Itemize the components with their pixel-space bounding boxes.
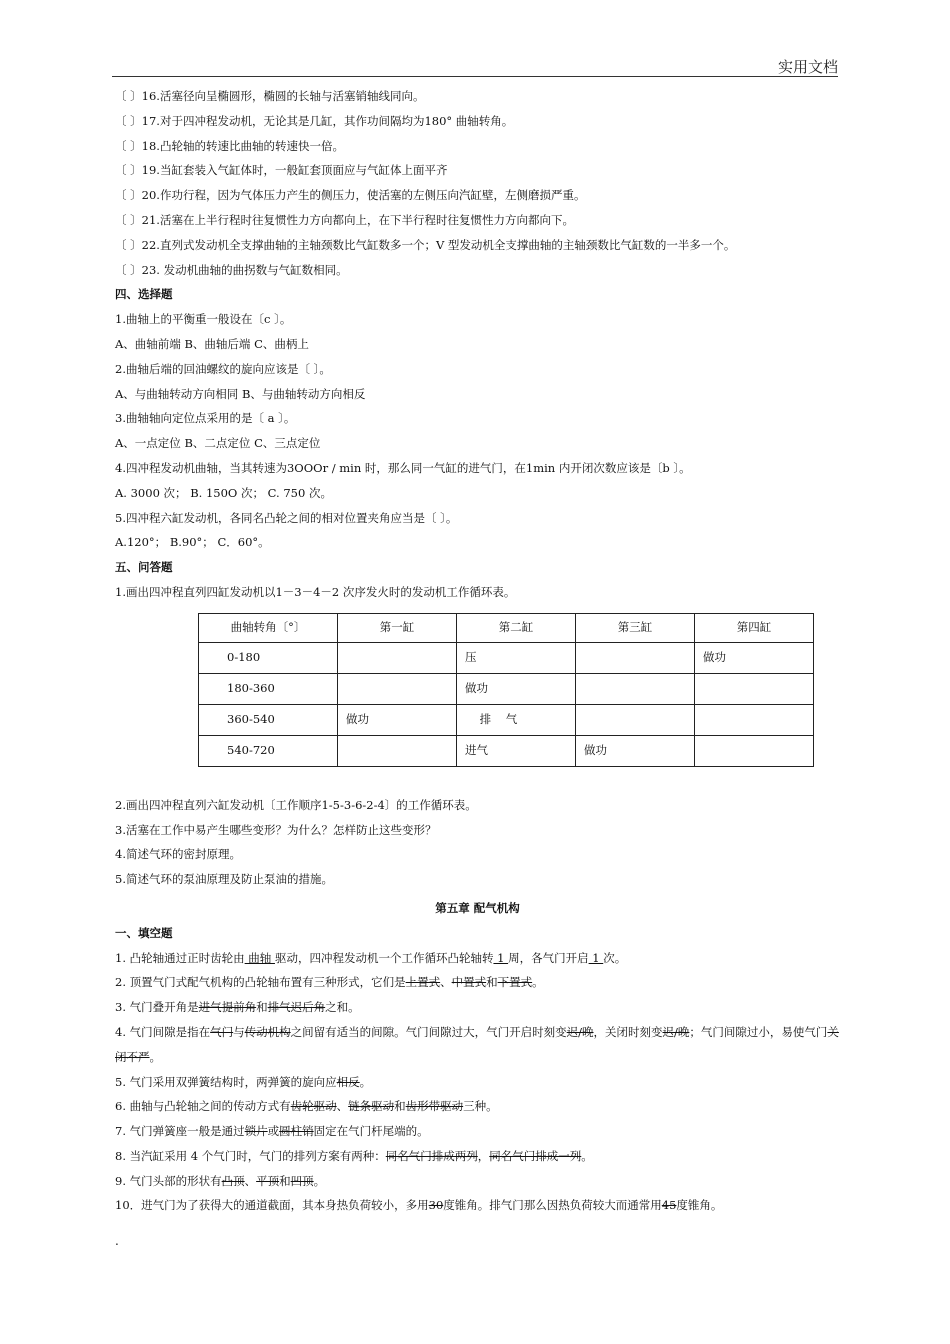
- answer-text: 齿形带驱动: [405, 1099, 464, 1114]
- question-text: 周，各气门开启: [508, 950, 589, 965]
- answer-text: 同名气门排成两列: [385, 1148, 478, 1163]
- answer-text: 传动机构: [244, 1024, 291, 1039]
- answer-text: 45: [661, 1198, 677, 1213]
- judgement-item: 〔 〕21.活塞在上半行程时往复惯性力方向都向上，在下半行程时往复惯性力方向都向下。: [115, 212, 574, 227]
- answer-text: 气门: [210, 1024, 234, 1039]
- table-cell: [695, 735, 814, 766]
- answer-text: 迟/晚: [662, 1024, 690, 1039]
- answer-text: 关闭不严: [115, 1024, 839, 1064]
- judgement-item: 〔 〕16.活塞径向呈椭圆形，椭圆的长轴与活塞销轴线同向。: [115, 89, 425, 103]
- choice-line: 1.曲轴上的平衡重一般设在〔c 〕。: [115, 312, 292, 327]
- table-cell: 排 气: [457, 704, 576, 735]
- question-text: 度锥角。: [676, 1198, 723, 1213]
- essay-question: 2.画出四冲程直列六缸发动机〔工作顺序1-5-3-6-2-4〕的工作循环表。: [115, 797, 477, 812]
- table-cell: [576, 642, 695, 673]
- question-text: 和: [279, 1173, 291, 1188]
- answer-text: 凸顶: [221, 1173, 245, 1188]
- table-cell: 做功: [576, 735, 695, 766]
- fill-blank-item: [115, 946, 840, 971]
- question-text: 、: [244, 1173, 257, 1188]
- fill-blank-item: [115, 995, 840, 1020]
- column-header: 曲轴转角〔°〕: [199, 613, 338, 642]
- answer-text: 1: [493, 950, 509, 965]
- choice-line: 2.曲轴后端的回油螺纹的旋向应该是〔 〕。: [115, 361, 331, 376]
- question-text: 或: [267, 1124, 280, 1139]
- answer-text: 下置式: [497, 975, 533, 990]
- question-text: 。: [581, 1148, 593, 1163]
- essay-question: 3.活塞在工作中易产生哪些变形？为什么？怎样防止这些变形？: [115, 822, 437, 837]
- fill-blank-item: [115, 1193, 840, 1218]
- fill-blank-list: [115, 946, 840, 1219]
- answer-text: 链条驱动: [348, 1099, 395, 1114]
- question-text: 和: [256, 1000, 268, 1015]
- judgement-item: 〔 〕22.直列式发动机全支撑曲轴的主轴颈数比气缸数多一个；V 型发动机全支撑曲轴的主轴颈数比气缸数的一半多一个。: [115, 237, 736, 252]
- answer-text: 圆柱销: [279, 1124, 314, 1139]
- judgement-item: 〔 〕19.当缸套装入气缸体时，一般缸套顶面应与气缸体上面平齐: [115, 163, 448, 178]
- document-body: [115, 84, 840, 1218]
- question-text: 、: [440, 975, 452, 990]
- fill-blank-item: [115, 1119, 840, 1144]
- question-text: 3. 气门叠开角是: [115, 1000, 199, 1015]
- column-header: 第一缸: [338, 613, 457, 642]
- essay-questions: [115, 793, 840, 892]
- question-text: 6. 曲轴与凸轮轴之间的传动方式有: [115, 1099, 291, 1114]
- judgement-item: 〔 〕18.凸轮轴的转速比曲轴的转速快一倍。: [115, 138, 344, 153]
- table-cell: 做功: [695, 642, 814, 673]
- answer-text: 平顶: [256, 1173, 280, 1188]
- judgement-item: 〔 〕20.作功行程，因为气体压力产生的侧压力，使活塞的左侧压向汽缸壁，左侧磨损严重。: [115, 188, 586, 203]
- answer-text: 锁片: [244, 1124, 268, 1139]
- column-header: 第四缸: [695, 613, 814, 642]
- answer-text: 同名气门排成一列: [489, 1148, 582, 1163]
- table-cell: 540-720: [199, 735, 338, 766]
- answer-text: 1: [588, 950, 604, 965]
- question-text: 、: [336, 1099, 349, 1114]
- table-cell: [338, 673, 457, 704]
- table-row: [199, 642, 814, 673]
- table-cell: 压: [457, 642, 576, 673]
- question-text: 1. 凸轮轴通过正时齿轮由: [115, 950, 245, 965]
- question-text: 。: [313, 1173, 326, 1188]
- question-text: 之间留有适当的间隙。气门间隙过大，气门开启时刻变: [290, 1024, 567, 1039]
- header-divider: [112, 76, 838, 77]
- section-five-title: 五、问答题: [115, 560, 173, 575]
- essay-question: 4.简述气环的密封原理。: [115, 847, 241, 862]
- question-one: 1.画出四冲程直列四缸发动机以1－3－4－2 次序发火时的发动机工作循环表。: [115, 584, 516, 599]
- choice-line: A、一点定位 B、二点定位 C、三点定位: [115, 436, 321, 451]
- table-cell: [695, 673, 814, 704]
- choice-line: A. 3000 次； B. 150O 次； C. 750 次。: [115, 485, 332, 500]
- table-cell: [576, 704, 695, 735]
- answer-text: 进气提前角: [198, 1000, 257, 1015]
- question-text: 。: [359, 1074, 372, 1089]
- choice-questions: [115, 307, 840, 555]
- table-cell: 进气: [457, 735, 576, 766]
- question-text: 与: [233, 1024, 245, 1039]
- choice-line: A、与曲轴转动方向相同 B、与曲轴转动方向相反: [115, 386, 366, 401]
- choice-line: 3.曲轴轴向定位点采用的是〔 a 〕。: [115, 411, 296, 426]
- essay-question: 5.简述气环的泵油原理及防止泵油的措施。: [115, 872, 333, 887]
- column-header: 第三缸: [576, 613, 695, 642]
- fill-blank-item: [115, 1070, 840, 1095]
- table-cell: 0-180: [199, 642, 338, 673]
- table-cell: 做功: [338, 704, 457, 735]
- question-text: 。: [149, 1049, 161, 1064]
- question-text: ；气门间隙过小，易使气门: [689, 1024, 828, 1039]
- table-cell: 360-540: [199, 704, 338, 735]
- question-text: ，关闭时刻变: [593, 1024, 663, 1039]
- table-cell: [695, 704, 814, 735]
- question-text: 2. 顶置气门式配气机构的凸轮轴布置有三种形式，它们是: [115, 975, 406, 990]
- question-text: 固定在气门杆尾端的。: [313, 1124, 429, 1139]
- question-text: 次。: [603, 950, 627, 965]
- judgement-item: 〔 〕23. 发动机曲轴的曲拐数与气缸数相同。: [115, 262, 348, 277]
- footer-mark: .: [115, 1234, 119, 1248]
- section-four-title: 四、选择题: [115, 287, 173, 302]
- question-text: 和: [486, 975, 498, 990]
- table-cell: [576, 673, 695, 704]
- choice-line: 5.四冲程六缸发动机，各同名凸轮之间的相对位置夹角应当是〔 〕。: [115, 510, 458, 525]
- answer-text: 齿轮驱动: [290, 1099, 337, 1114]
- answer-text: 迟/晚: [566, 1024, 594, 1039]
- table-cell: 做功: [457, 673, 576, 704]
- table-cell: [338, 735, 457, 766]
- fill-blank-item: [115, 1020, 840, 1070]
- question-text: ，: [477, 1148, 490, 1163]
- question-text: 4. 气门间隙是指在: [115, 1024, 211, 1039]
- answer-text: 曲轴: [244, 950, 275, 965]
- question-text: 之和。: [325, 1000, 360, 1015]
- question-text: 度锥角。排气门那么因热负荷较大而通常用: [443, 1198, 662, 1213]
- fill-blank-item: [115, 1094, 840, 1119]
- chapter-five-title: 第五章 配气机构: [435, 900, 520, 915]
- question-text: 5. 气门采用双弹簧结构时，两弹簧的旋向应: [115, 1074, 337, 1089]
- answer-text: 排气迟后角: [267, 1000, 326, 1015]
- column-header: 第二缸: [457, 613, 576, 642]
- question-text: 三种。: [463, 1099, 498, 1114]
- question-text: 和: [394, 1099, 406, 1114]
- fill-blank-item: [115, 970, 840, 995]
- fill-blank-item: [115, 1144, 840, 1169]
- work-cycle-table: [198, 613, 814, 767]
- answer-text: 30: [428, 1198, 444, 1213]
- table-row: [199, 673, 814, 704]
- question-text: 8. 当汽缸采用 4 个气门时，气门的排列方案有两种：: [115, 1148, 386, 1163]
- question-text: 驱动，四冲程发动机一个工作循环凸轮轴转: [274, 950, 494, 965]
- question-text: 7. 气门弹簧座一般是通过: [115, 1124, 245, 1139]
- judgement-item: 〔 〕17.对于四冲程发动机，无论其是几缸，其作功间隔均为180° 曲轴转角。: [115, 113, 514, 128]
- table-header-row: [199, 613, 814, 642]
- answer-text: 相反: [336, 1074, 360, 1089]
- judgement-list: [115, 84, 840, 282]
- answer-text: 中置式: [451, 975, 487, 990]
- question-text: 。: [532, 975, 544, 990]
- answer-text: 凹顶: [290, 1173, 314, 1188]
- choice-line: 4.四冲程发动机曲轴，当其转速为3OOOr / min 时，那么同一气缸的进气门，在1min 内开闭次数应该是〔b 〕。: [115, 460, 691, 475]
- fill-blank-title: 一、填空题: [115, 925, 173, 940]
- question-text: 9. 气门头部的形状有: [115, 1173, 222, 1188]
- choice-line: A、曲轴前端 B、曲轴后端 C、曲柄上: [115, 336, 309, 351]
- question-text: 10．进气门为了获得大的通道截面，其本身热负荷较小，多用: [115, 1198, 429, 1213]
- choice-line: A.120°； B.90°； C．60°。: [115, 535, 270, 550]
- table-cell: 180-360: [199, 673, 338, 704]
- answer-text: 上置式: [405, 975, 441, 990]
- table-cell: [338, 642, 457, 673]
- page-header-title: 实用文档: [777, 58, 838, 76]
- table-row: [199, 735, 814, 766]
- fill-blank-item: [115, 1169, 840, 1194]
- table-row: [199, 704, 814, 735]
